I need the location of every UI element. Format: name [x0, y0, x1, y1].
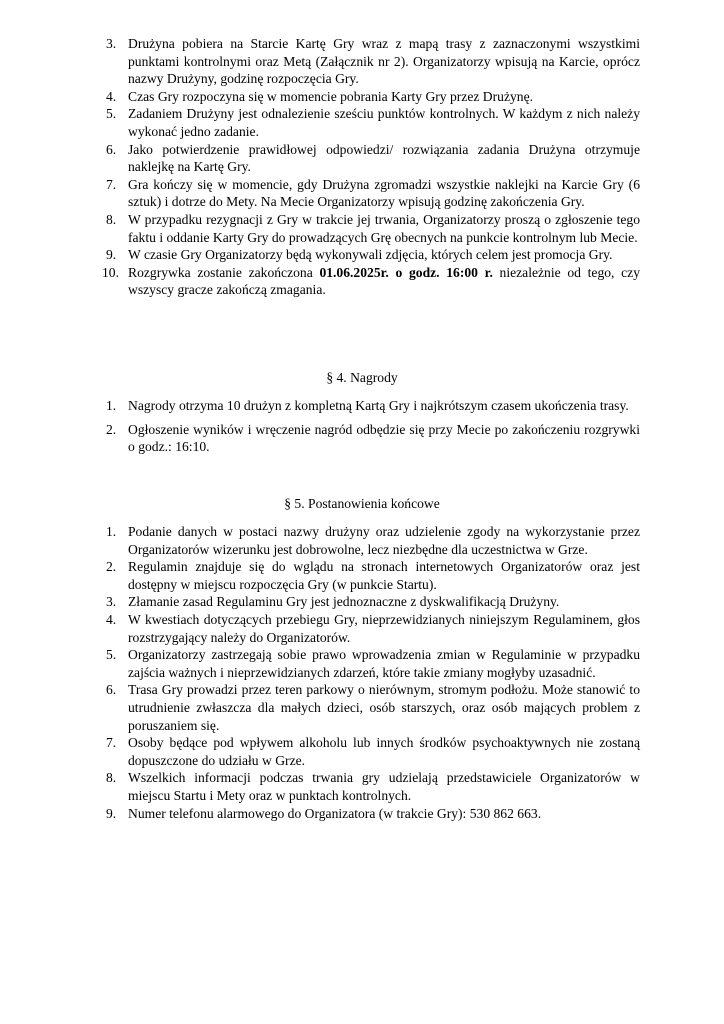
list-item	[106, 421, 640, 456]
item-number: 7.	[106, 176, 117, 192]
list-item	[106, 558, 640, 593]
item-text: Osoby będące pod wpływem alkoholu lub innych środków psychoaktywnych nie zostaną dopuszczone do udziału w Grze.	[128, 735, 640, 768]
item-text: W kwestiach dotyczących przebiegu Gry, nieprzewidzianych niniejszym Regulaminem, głos rozstrzygający należy do Organizatorów.	[128, 611, 640, 645]
list-item	[106, 176, 640, 211]
item-number: 5.	[106, 106, 117, 122]
item-text: Organizatorzy zastrzegają sobie prawo wprowadzenia zmian w Regulaminie w przypadku zajścia ważnych i nieprzewidzianych zdarzeń, które takie zmiany mogłyby uzasadnić.	[128, 647, 640, 680]
item-number: 6.	[106, 682, 117, 698]
item-number: 8.	[106, 211, 117, 227]
list-item	[106, 397, 640, 415]
item-number: 4.	[106, 88, 117, 104]
item-number: 2.	[106, 559, 117, 575]
list-item	[106, 805, 640, 823]
list-item	[106, 611, 640, 646]
list-item	[106, 769, 640, 804]
item-text: Trasa Gry prowadzi przez teren parkowy o nierównym, stromym podłożu. Może stanowić to utrudnienie zwłaszcza dla małych dzieci, osób starszych, oraz osób mających problem z poruszaniem się.	[128, 682, 640, 733]
item-text: Numer telefonu alarmowego do Organizatora (w trakcie Gry): 530 862 663.	[128, 805, 542, 821]
item-text: W przypadku rezygnacji z Gry w trakcie jej trwania, Organizatorzy proszą o zgłoszenie tego faktu i oddanie Karty Gry do prowadzących Grę obecnych na punkcie kontrolnym lub Mecie.	[128, 211, 640, 245]
section-3-list	[102, 35, 640, 299]
list-item	[106, 246, 640, 264]
item-text: Nagrody otrzyma 10 drużyn z kompletną Kartą Gry i najkrótszym czasem ukończenia trasy.	[128, 398, 629, 413]
list-item	[106, 211, 640, 246]
item-text-before: Rozgrywka zostanie zakończona	[128, 264, 320, 280]
section-4-heading: § 4. Nagrody	[326, 370, 398, 385]
list-item	[106, 681, 640, 734]
item-text: Ogłoszenie wyników i wręczenie nagród odbędzie się przy Mecie po zakończeniu rozgrywki o godz.: 16:10.	[128, 421, 640, 455]
item-text: W czasie Gry Organizatorzy będą wykonywali zdjęcia, których celem jest promocja Gry.	[128, 247, 613, 263]
item-number: 9.	[106, 805, 117, 821]
item-number: 7.	[106, 735, 117, 751]
item-number: 2.	[106, 421, 117, 437]
item-number: 8.	[106, 770, 117, 786]
item-number: 9.	[106, 247, 117, 263]
list-item	[106, 734, 640, 769]
list-item	[106, 523, 640, 558]
list-item	[106, 88, 640, 106]
section-4-list	[106, 397, 640, 456]
item-number: 3.	[106, 36, 117, 51]
list-item	[106, 35, 640, 88]
item-text: Zadaniem Drużyny jest odnalezienie sześciu punktów kontrolnych. W każdym z nich należy wykonać jedno zadanie.	[128, 106, 640, 139]
item-number: 10.	[102, 264, 119, 280]
item-text-bold-date: 01.06.2025r. o godz. 16:00 r.	[319, 264, 493, 280]
list-item	[102, 264, 640, 299]
item-number: 1.	[106, 398, 117, 413]
item-number: 6.	[106, 141, 117, 157]
list-item	[106, 593, 640, 611]
section-5-heading: § 5. Postanowienia końcowe	[284, 496, 440, 511]
item-text: Regulamin znajduje się do wglądu na stronach internetowych Organizatorów oraz jest dostępny w miejscu rozpoczęcia Gry (w punkcie Startu).	[128, 559, 640, 592]
item-text: Wszelkich informacji podczas trwania gry udzielają przedstawiciele Organizatorów w miejscu Startu i Mety oraz w punktach kontrolnych.	[128, 770, 640, 803]
list-item	[106, 646, 640, 681]
item-text: Drużyna pobiera na Starcie Kartę Gry wraz z mapą trasy z zaznaczonymi wszystkimi punktami kontrolnymi oraz Metą (Załącznik nr 2). Organizatorzy wpisują na Karcie, oprócz nazwy Drużyny, godzinę rozpoczęcia Gry.	[128, 36, 640, 87]
item-text: Gra kończy się w momencie, gdy Drużyna zgromadzi wszystkie naklejki na Karcie Gry (6 sztuk) i dotrze do Mety. Na Mecie Organizatorzy wpisują godzinę zakończenia Gry.	[128, 176, 640, 210]
section-5-list	[106, 523, 640, 822]
item-number: 5.	[106, 647, 117, 663]
list-item	[106, 141, 640, 176]
item-text: Podanie danych w postaci nazwy drużyny oraz udzielenie zgody na wykorzystanie przez Organizatorów wizerunku jest dobrowolne, lecz niezbędne dla uczestnictwa w Grze.	[128, 524, 640, 557]
item-text-after: niezależnie od tego, czy wszyscy gracze zakończą zmagania.	[128, 264, 640, 298]
item-number: 4.	[106, 611, 117, 627]
item-number: 3.	[106, 594, 117, 610]
item-text: Jako potwierdzenie prawidłowej odpowiedzi/ rozwiązania zadania Drużyna otrzymuje naklejkę na Kartę Gry.	[128, 141, 640, 175]
item-text: Złamanie zasad Regulaminu Gry jest jednoznaczne z dyskwalifikacją Drużyny.	[128, 594, 560, 610]
list-item	[106, 105, 640, 140]
item-text: Czas Gry rozpoczyna się w momencie pobrania Karty Gry przez Drużynę.	[128, 88, 534, 104]
item-number: 1.	[106, 524, 117, 539]
